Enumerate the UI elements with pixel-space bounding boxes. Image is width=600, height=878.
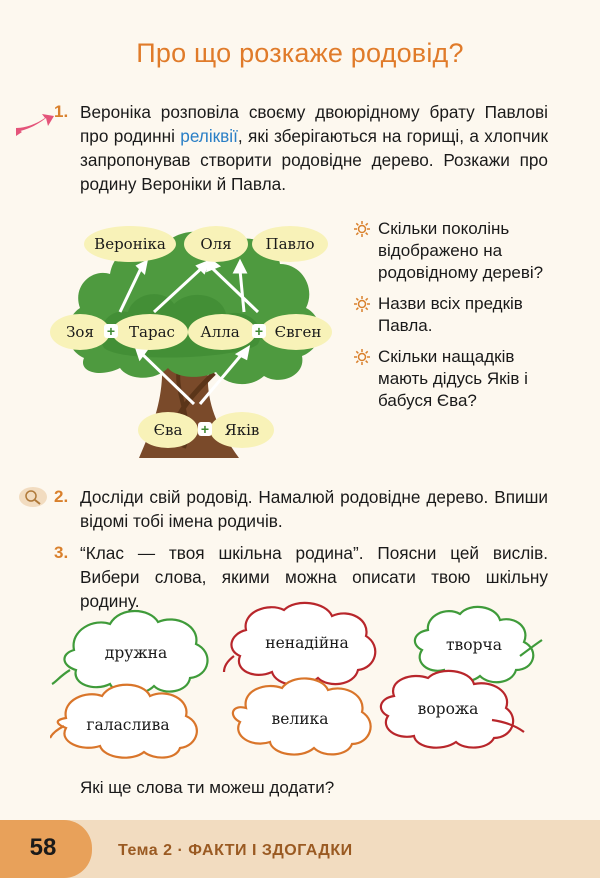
family-tree bbox=[44, 208, 344, 458]
page-number: 58 bbox=[29, 834, 57, 861]
task2-text: Досліди свій родовід. Намалюй родовідне дерево. Впиши відомі тобі імена родичів. bbox=[80, 487, 548, 531]
relics-link[interactable]: реліквії bbox=[180, 126, 238, 146]
task3-number: 3. bbox=[54, 543, 69, 562]
name-alla: Алла bbox=[200, 323, 240, 341]
task3-text: “Клас — твоя шкільна родина”. Поясни цей вислів. Вибери слова, якими можна описати твою шкільну родину. bbox=[80, 543, 548, 611]
leaf-word-velyka[interactable]: велика bbox=[271, 710, 329, 728]
leaf-word-tvorcha[interactable]: творча bbox=[445, 636, 503, 654]
name-yeva: Єва bbox=[153, 421, 183, 439]
sun-icon bbox=[354, 349, 370, 365]
leaf-word-nenadiyna[interactable]: ненадійна bbox=[265, 634, 349, 652]
question-item: Назви всіх предків Павла. bbox=[354, 293, 554, 337]
more-words-question: Які ще слова ти можеш додати? bbox=[80, 778, 335, 797]
task1-text: Вероніка розповіла своєму двоюрідному брату Павлові про родинні реліквії, які зберігаються на горищі, а хлопчик запропонував створити родовідне дерево. Розкажи про родину Вероніки й Павла. bbox=[80, 102, 548, 194]
plus-icon: + bbox=[200, 421, 210, 437]
name-zoya: Зоя bbox=[66, 323, 94, 341]
word-leaves bbox=[50, 600, 550, 760]
plus-icon: + bbox=[254, 323, 264, 339]
plus-icon: + bbox=[106, 323, 116, 339]
pink-arrow-icon bbox=[14, 114, 56, 144]
leaf-word-halasliva[interactable]: галаслива bbox=[86, 716, 170, 734]
name-yakiv: Яків bbox=[224, 421, 260, 439]
name-pavlo: Павло bbox=[265, 235, 315, 253]
name-veronika: Вероніка bbox=[94, 235, 166, 253]
leaf-word-druzhna[interactable]: дружна bbox=[104, 644, 168, 662]
sun-icon bbox=[354, 296, 370, 312]
question-item: Скільки нащадків мають дідусь Яків і бабуся Єва? bbox=[354, 346, 554, 412]
tree-questions bbox=[354, 218, 554, 421]
tree-row-children bbox=[84, 226, 328, 262]
leaf-word-vorozha[interactable]: ворожа bbox=[417, 700, 479, 718]
task2-number: 2. bbox=[54, 487, 69, 506]
name-olya: Оля bbox=[200, 235, 232, 253]
magnifier-icon bbox=[18, 486, 48, 508]
page-number-tab bbox=[0, 820, 92, 878]
name-yevhen: Євген bbox=[274, 323, 322, 341]
question-item: Скільки поколінь відображено на родовідному дереві? bbox=[354, 218, 554, 284]
sun-icon bbox=[354, 221, 370, 237]
page-title: Про що розкаже родовід? bbox=[136, 38, 464, 68]
footer-topic: Тема 2 · ФАКТИ І ЗДОГАДКИ bbox=[118, 842, 353, 859]
name-taras: Тарас bbox=[129, 323, 175, 341]
task1-number: 1. bbox=[54, 102, 69, 121]
page-footer bbox=[0, 820, 600, 878]
